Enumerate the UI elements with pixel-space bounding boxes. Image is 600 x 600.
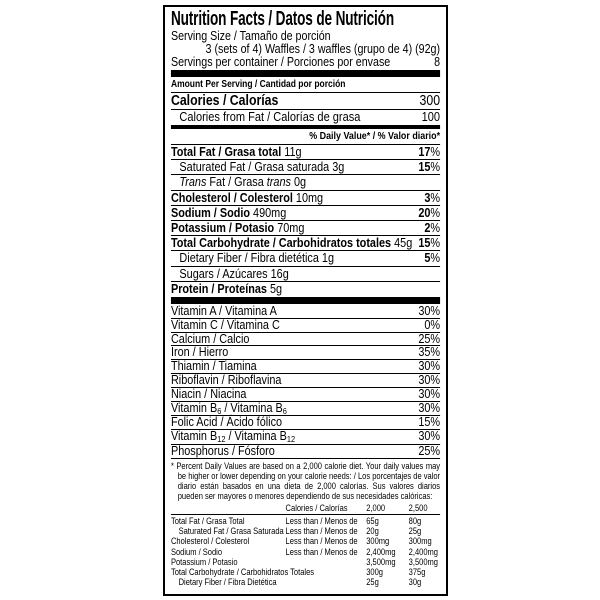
percent-number: 30 (418, 428, 431, 444)
label-text: Vitamin B (170, 428, 218, 444)
footnote-cell-c3: 300mg (366, 536, 390, 547)
footnote-cell-c4: 25g (408, 526, 422, 537)
label-text: Calcium / Calcio (170, 330, 250, 346)
percent-number: 15 (418, 414, 431, 430)
footnote-header-spacer (171, 503, 286, 513)
nutrient-row-label (179, 267, 288, 281)
daily-value-percent (418, 160, 440, 174)
label-text: 5g (266, 280, 283, 296)
percent-sign: % (430, 316, 441, 332)
footnote-cell-c3: 3,500mg (366, 556, 396, 567)
percent-number: 30 (418, 358, 431, 374)
label-content (165, 7, 446, 587)
nutrient-row (171, 160, 440, 175)
daily-value-percent (418, 442, 441, 458)
label-text: Thiamin / Tiamina (170, 358, 257, 374)
percent-sign: % (430, 235, 441, 251)
footnote-table-row (171, 526, 440, 536)
percent-number: 30 (418, 385, 431, 401)
nutrient-row (171, 236, 440, 251)
nutrient-row-label (171, 221, 304, 235)
daily-value-percent (418, 430, 440, 443)
footnote-cell-c4: 300mg (408, 536, 432, 547)
label-text: Niacin / Niacina (170, 385, 247, 401)
footnote-cell-c4: 3,500mg (408, 556, 438, 567)
daily-value-header: % Daily Value* / % Valor diario* (171, 130, 440, 145)
footnote-header-calories: Calories / Calorías (285, 502, 348, 513)
vitamin-row-label (171, 430, 295, 444)
percent-number: 17 (418, 143, 431, 159)
nutrient-row (171, 145, 440, 160)
label-title: Nutrition Facts / Datos de Nutrición (170, 8, 394, 30)
footnote-cell-c3: 300g (366, 566, 383, 577)
percent-sign: % (430, 385, 441, 401)
footnote-cell-c2: Less than / Menos de (285, 536, 358, 547)
footnote-cell-c1: Saturated Fat / Grasa Saturada (178, 526, 284, 537)
percent-sign: % (430, 302, 441, 318)
nutrient-row (171, 267, 440, 282)
footnote-cell-c2 (286, 577, 367, 587)
serving-size-label: Serving Size / Tamaño de porción (170, 29, 331, 43)
thick-divider-calories (171, 125, 440, 129)
percent-number: 15 (418, 159, 431, 175)
nutrient-row (171, 221, 440, 236)
nutrient-row-label (171, 282, 282, 296)
footnote-table-row (171, 567, 440, 577)
nutrition-facts-label (163, 5, 448, 596)
percent-sign: % (430, 344, 441, 360)
label-text: Saturated Fat / Grasa saturada 3g (179, 159, 345, 175)
daily-value-percent (418, 145, 440, 159)
vitamin-row-label (170, 442, 275, 458)
percent-number: 15 (418, 235, 431, 251)
footnote-cell-c2: Less than / Menos de (285, 526, 358, 537)
percent-sign: % (430, 414, 441, 430)
thick-divider-top (171, 70, 440, 77)
label-text: Vitamin C / Vitamina C (170, 316, 280, 332)
daily-value-percent (418, 206, 440, 220)
nutrient-row (171, 282, 440, 296)
label-text: trans (266, 174, 291, 190)
footnote-cell-c3: 2,400mg (366, 546, 396, 557)
daily-value-percent (424, 251, 440, 265)
vitamin-row-label (170, 399, 287, 416)
nutrient-row-label (171, 236, 412, 250)
subscript-text: 6 (217, 405, 222, 416)
nutrient-row-label (179, 175, 306, 189)
label-text: Protein / Proteínas (170, 280, 267, 296)
nutrient-row (171, 191, 440, 206)
calories-label: Calories / Calorías (170, 93, 279, 110)
footnote-cell-c3: 20g (366, 526, 379, 537)
percent-number: 30 (418, 302, 431, 318)
label-text: Trans (179, 174, 207, 190)
percent-number: 2 (424, 219, 431, 235)
percent-sign: % (430, 371, 441, 387)
label-text: 0g (290, 174, 307, 190)
footnote-table-row (171, 536, 440, 546)
calories-from-fat-label: Calories from Fat / Calorías de grasa (179, 109, 361, 125)
footnote-cell-c3: 25g (366, 577, 379, 588)
daily-value-percent (418, 399, 441, 415)
label-text: 490mg (250, 204, 287, 220)
calories-row (171, 93, 440, 110)
label-text: Sodium / Sodio (170, 204, 251, 220)
label-text: Total Carbohydrate / Carbohidratos totales (170, 235, 392, 251)
nutrient-row (171, 206, 440, 221)
label-text: Total Fat / Grasa total (170, 143, 282, 159)
label-text: 45g (391, 235, 413, 251)
nutrient-row-label (171, 206, 286, 220)
footnote-table-row (171, 557, 440, 567)
footnote-cell-c2: Less than / Menos de (285, 546, 358, 557)
vitamin-row (170, 442, 441, 459)
servings-per-container-label: Servings per container / Porciones por envase (170, 54, 391, 69)
label-text: Fat / Grasa (206, 174, 267, 190)
percent-number: 30 (418, 371, 431, 387)
calories-from-fat-value: 100 (421, 109, 441, 125)
footnote-cell-c1: Total Fat / Grasa Total (170, 515, 245, 526)
percent-number: 3 (424, 189, 431, 205)
label-text: 10mg (292, 189, 324, 205)
calories-from-fat-row (171, 110, 440, 124)
footnote-table-row (171, 577, 440, 587)
footnote-table-body (171, 516, 440, 587)
label-text: Phosphorus / Fósforo (170, 442, 275, 458)
percent-number: 0 (424, 316, 431, 332)
vitamin-rows (170, 302, 441, 459)
percent-number: 25 (418, 442, 431, 458)
percent-sign: % (430, 204, 441, 220)
nutrient-row-label (171, 191, 323, 205)
percent-sign: % (430, 219, 441, 235)
label-text: Riboflavin / Riboflavina (170, 371, 282, 387)
servings-per-container-row (171, 56, 440, 69)
percent-number: 30 (418, 399, 431, 415)
subscript-text: 12 (217, 434, 226, 445)
label-text: / Vitamina B (225, 428, 287, 444)
footnote-cell-c2 (286, 567, 367, 577)
percent-number: 20 (418, 204, 431, 220)
subscript-text: 12 (286, 434, 296, 445)
calories-value: 300 (419, 93, 441, 110)
footnote-cell-c4: 375g (408, 566, 426, 577)
daily-value-percent (424, 191, 440, 205)
percent-sign: % (430, 250, 441, 266)
percent-number: 25 (418, 330, 431, 346)
nutrient-row (171, 175, 440, 190)
label-text: Dietary Fiber / Fibra dietética 1g (179, 250, 335, 266)
nutrient-row-label (171, 145, 302, 159)
label-text: / Vitamina B (221, 399, 283, 415)
footnote-cell-c1: Sodium / Sodio (170, 546, 223, 557)
footnote-cell-c1: Total Carbohydrate / Carbohidratos Totales (170, 566, 315, 577)
footnote-cell-c2 (286, 557, 367, 567)
percent-number: 35 (418, 344, 431, 360)
label-text: Iron / Hierro (170, 344, 229, 360)
footnote: * Percent Daily Values are based on a 2,000 calorie diet. Your daily values may be higher or lower depending on your calorie needs: / Los porcentajes de valor diario están basados en una dieta de 2,000 calorías. Sus valores diarios pueden ser mayores o menores dependiendo de sus necesidades calóricas: (170, 460, 441, 501)
label-text: Vitamin B (170, 399, 218, 415)
footnote-header-2500: 2,500 (408, 502, 428, 513)
footnote-cell-c1: Dietary Fiber / Fibra Dietética (178, 577, 277, 588)
label-text: Vitamin A / Vitamina A (170, 302, 277, 318)
nutrient-row-label (179, 251, 334, 265)
label-text: Cholesterol / Colesterol (170, 189, 293, 205)
footnote-cell-c3: 65g (366, 515, 379, 526)
percent-sign: % (430, 428, 441, 444)
label-text: Folic Acid / Ácido fólico (170, 414, 283, 430)
daily-value-percent (418, 236, 440, 250)
percent-sign: % (430, 143, 441, 159)
label-text: Potassium / Potasio (170, 219, 275, 235)
footnote-cell-c1: Cholesterol / Colesterol (170, 536, 250, 547)
footnote-table-row (171, 516, 440, 526)
subscript-text: 6 (282, 405, 287, 416)
nutrient-row-label (179, 160, 344, 174)
nutrient-rows (171, 145, 440, 296)
serving-size-value: 3 (sets of 4) Waffles / 3 waffles (grupo de 4) (92g) (205, 41, 441, 56)
footnote-header-2000: 2,000 (366, 502, 386, 513)
footnote-table (171, 503, 440, 588)
percent-sign: % (430, 330, 441, 346)
label-text: Sugars / Azúcares 16g (179, 265, 289, 281)
percent-sign: % (430, 358, 441, 374)
footnote-cell-c1: Potassium / Potasio (170, 556, 238, 567)
percent-sign: % (430, 442, 441, 458)
footnote-cell-c4: 30g (408, 577, 422, 588)
percent-sign: % (430, 159, 441, 175)
percent-sign: % (430, 399, 441, 415)
percent-sign: % (430, 189, 441, 205)
footnote-table-row (171, 547, 440, 557)
footnote-cell-c2: Less than / Menos de (285, 515, 358, 526)
label-text: 11g (281, 143, 302, 159)
footnote-cell-c4: 2,400mg (408, 546, 438, 557)
percent-number: 5 (424, 250, 431, 266)
label-text: 70mg (274, 219, 305, 235)
daily-value-percent (424, 221, 440, 235)
footnote-table-header (171, 503, 440, 515)
amount-per-serving-header: Amount Per Serving / Cantidad por porción (171, 79, 440, 93)
nutrient-row (171, 251, 440, 266)
footnote-cell-c4: 80g (408, 515, 422, 526)
servings-per-container-value: 8 (434, 54, 441, 69)
